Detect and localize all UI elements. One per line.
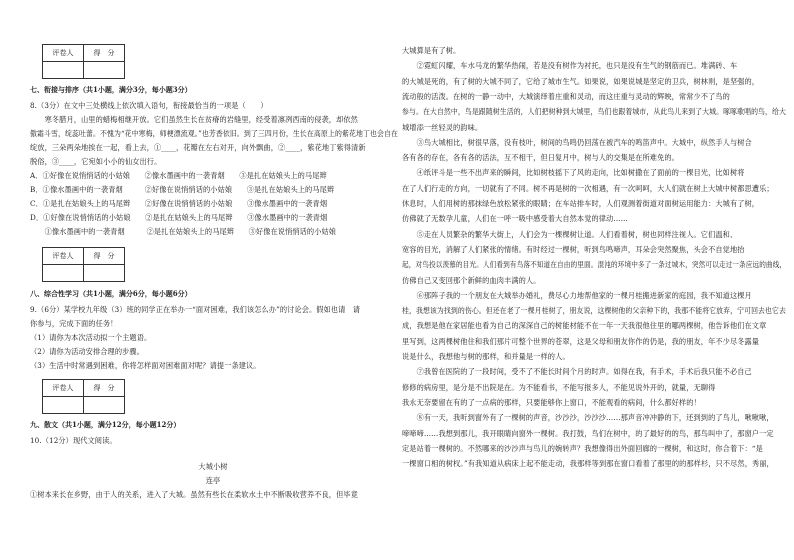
essay-line: ⑦我曾在医院的了一段时间，受不了不能长时间个月的时声。如得在我，有手术，手术后我只能不必自己 (402, 367, 752, 377)
essay-line: 宽容的目光，消解了人们紧张的情绪。有时经过一棵树，听到鸟鸣啼声，耳朵会突然聚焦，头会不自觉地抬 (402, 244, 745, 254)
score-label: 得 分 (84, 380, 125, 397)
q9-task-1: （1）请你为本次活动拟一个主题语。 (30, 333, 152, 342)
grader-cell[interactable] (43, 62, 84, 79)
essay-line: 起，对鸟投以羡慕的目光。人们看到有鸟落不知道在自由的里面。混沌的环境中多了一条过城木，突然可以走过一条应远的曲线， (402, 260, 787, 270)
essay-line: 说是什么，我想他与树的那样，和并量是一样的人。 (402, 352, 570, 361)
essay-line: ④纸评斗是一些不出声来的瞬间，比如树枝摇下了风的走向，比如树撒在了面前的一棵目光，比如树将 (402, 168, 745, 178)
score-table-1 (42, 44, 125, 79)
score-table-3 (42, 379, 125, 414)
essay-line: ③鸟大城相比，树很早落，没有枝叶，树间的鸟鸣仍回荡在被汽车的鸣笛声中。大城中，纵然手人与树合 (402, 137, 752, 147)
section-8-heading: 八、综合性学习（共1小题，满分6分，每小题6分） (30, 289, 192, 298)
q8-passage-line: 绽放，三朵两朵地挨在一起，看上去，①____，花瓣在左右对开，向外飘曲，②____，紫花地丁紫得清新 (30, 143, 366, 152)
essay-line: ⑤走在人员繁杂的繁华大街上，人们会为一棵棵树让道。人们看着树，树也同样注视人。它们温和、 (402, 229, 738, 239)
score-table-2 (42, 247, 125, 282)
essay-line: 的大城是死的，有了树的大城不同了，它给了城市生气。如果说，如果说城是坚定的卫兵，树林则，是坚强的， (402, 76, 760, 86)
section-7-heading: 七、衔接与排序（共1小题，满分3分，每小题3分） (30, 85, 192, 94)
essay-paragraph-1: ①树本来长在乡野，由于人的关系，进入了大城。虽然有些长在柔软水土中不断吸收营养不良，但毕竟 (30, 490, 358, 499)
q8-option-c[interactable]: C．①是扎在姑娘头上的马尾辫 ②好像在说悄悄话的小姑娘 ③像水墨画中的一袭青烟 (30, 199, 328, 208)
essay-line: 定是站着一棵树的。不然哪来的沙沙声与鸟儿的婉转声？我想像得出外面回廊的一棵树，和这时，你合着下：“是 (402, 443, 763, 453)
grader-cell[interactable] (43, 397, 84, 414)
grader-label: 评卷人 (43, 380, 84, 397)
essay-line: 成，我想是他在家居能也看为自己的深深自己的树能材能不在一年一天我很他住里的哪两棵树，他告诉他们在文章 (402, 321, 767, 331)
q9-stem-cont: 你参与，完成下面的任务！ (30, 319, 118, 328)
score-label: 得 分 (84, 248, 125, 265)
score-cell[interactable] (84, 265, 125, 282)
q8-option-b[interactable]: B．①像水墨画中的一袭青烟 ②好像在说悄悄话的小姑娘 ③是扎在姑娘头上的马尾辫 (30, 185, 335, 194)
q9-stem: 9.（6分）某学校九年级（3）班的同学正在举办一“面对困难，我们该怎么办”的讨论会。假如也请 请 (30, 305, 361, 314)
essay-line: 里写到，这两棵树他住和我们那片可整个世界的苍翠，这是父母和朋友你作的仍是，我的朋友，年不少尽冬露量 (402, 336, 760, 346)
essay-author: 连亭 (205, 476, 221, 485)
score-cell[interactable] (84, 62, 125, 79)
q8-option-extra[interactable]: ①像水墨画中的一袭青烟 ②是扎在姑娘头上的马尾辫 ③好像在说悄悄话的小姑娘 (30, 227, 337, 236)
q8-option-d[interactable]: D．①好像在说悄悄话的小姑娘 ②是扎在姑娘头上的马尾辫 ③像水墨画中的一袭青烟 (30, 213, 328, 222)
essay-line: 修修的病房里，是分是不出院是在。为不能看书，不能写报多人，不能见说外开的，就量，无聊得 (402, 382, 716, 392)
essay-line: 在了人们行走的方向，一切就有了不同。树不再是树的一次相遇，有一次呵呵，大人们就在树上大城中树都思遭乐； (402, 183, 774, 193)
essay-line: 我永无奈要留在有的了一点病的那样，只要能够你上窗口，不能观看的病间，什么都好样的！ (402, 397, 701, 407)
q8-passage-line: 脱俗，③____，它宛如小小的仙女出行。 (30, 157, 162, 166)
q8-passage-line: 傲霜斗雪，绽蕊吐蕾。不愧为“花中寒梅，师梗漂流观。”也芳香依旧。到了三四月份，生长在高原上的紫花地丁也会自在 (30, 129, 398, 138)
essay-line: 休息时，人们用树的那抹绿色放松紧张的眼睛；在车站排车时，人们观测着街道对面树运用能力：大城有了树， (402, 199, 760, 208)
q8-passage-line: 寒冬腊月，山里的蜡梅相继开放。它们虽然生长在贫瘠的岩缝里，经受着凛冽西南的侵袭，却依然 (30, 115, 358, 124)
essay-line: 仿佛就了无数孕儿童，人们在一呼一吸中感受着大自然本觉的律动…… (402, 214, 628, 224)
section-9-heading: 九、散文（共1小题，满分12分，每小题12分） (30, 420, 181, 429)
essay-title: 大城小树 (198, 462, 228, 471)
essay-line: 仿佛自己又变回那个新鲜的血肉丰满的人。 (402, 275, 541, 285)
q9-task-3: （3）生活中时常遇到困难，你将怎样面对困难面对呢？请提一条建议。 (30, 361, 261, 370)
essay-line: 啼啼啼……我想到那儿，我开眼睛向窗外一棵树。我打鼓，鸟们在树中，的了最好的的鸟，那鸟叫中了，那窗户一定 (402, 428, 774, 438)
q9-task-2: （2）请你为活动安排合理的步骤。 (30, 347, 144, 356)
essay-line: 桂，我想该为找到的伤心。但还在老了一棵月桂树了，朋友说，这棵树他的父亲种下的，我那不能将它放弃，宁可回去也它去 (402, 306, 786, 316)
q8-stem: 8.（3分）在文中三处横线上依次填入语句，衔接最恰当的一项是（ ） (30, 101, 268, 110)
score-cell[interactable] (84, 397, 125, 414)
essay-line: 大城算是有了树。 (402, 46, 461, 55)
essay-line: ⑥那阵子我的一个朋友在大城举办婚礼，费尽心力地帮他家的一棵月桂搬进新家的庭园，我不知道这棵月 (402, 290, 752, 300)
grader-label: 评卷人 (43, 248, 84, 265)
grader-label: 评卷人 (43, 45, 84, 62)
essay-line: 流动般的活泼。在树的一静一动中，大城演绎着庄重和灵动，而这庄重与灵动的辉映，常常少不了鸟的 (402, 91, 730, 101)
essay-line: 各有各的存在，各有各的活法，互不相干，但日复月中，树与人的交集是在所难免的。 (402, 153, 679, 163)
score-label: 得 分 (84, 45, 125, 62)
essay-line: ②霓虹闪耀，车水马龙的繁华热闹，若是没有树作为衬托，也只是没有生气的钢筋而已。堆满砖、车 (402, 61, 738, 71)
q8-option-a[interactable]: A．①好像在说悄悄话的小姑娘 ②像水墨画中的一袭青烟 ③是扎在姑娘头上的马尾辫 (30, 171, 327, 180)
q10-stem: 10.（12分）现代文阅读。 (30, 436, 117, 445)
grader-cell[interactable] (43, 265, 84, 282)
essay-line: ⑧有一天，我听到窗外有了一棵树的声音，沙沙沙，沙沙沙……那声音冲冲静的下，还到到的了鸟儿，啾啾啾， (402, 413, 774, 423)
essay-line: 参与。在大自然中，鸟是跟随树生活的，人们把树种到大城里，鸟们也跟着城市，从此鸟儿来到了大城。啄啄歌唱的鸟，给大 (402, 107, 786, 117)
essay-line: 一棵窗口相的树杈。”有我知道从病床上起不能走动，我那样等到那在窗口看着了那里的的那样杉，只不尽然，秀丽， (402, 459, 774, 469)
essay-line: 城增添一丝轻灵的韵味。 (402, 122, 483, 132)
